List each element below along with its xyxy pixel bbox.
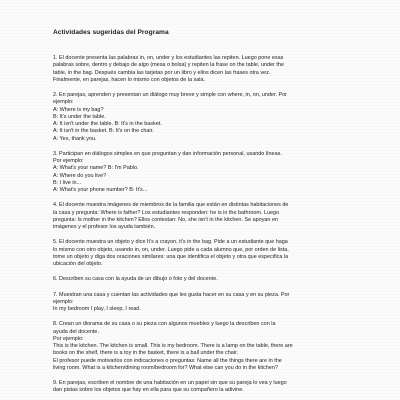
activity-line: A: What's your name? B: I'm Pablo.: [53, 165, 139, 172]
activity-item: [53, 239, 375, 268]
document-title: Actividades sugeridas del Programa: [53, 29, 169, 36]
activity-line: pregunta: Is mother in the kitchen? Ellos contestan: No, she isn't in the kitchen. Se apoyan en: [53, 216, 279, 223]
activity-line: A: It isn't under the table. B: It's in the basket.: [53, 121, 162, 127]
activity-line: A: Yes, thank you.: [53, 135, 97, 142]
activity-line: Por ejemplo:: [53, 158, 84, 164]
activity-line: A: Where is my bag?: [53, 106, 104, 113]
activity-line: palabras sobre, dentro y debajo de algo (mesa o bolsa) y repiten la frase on the table, under the: [53, 62, 284, 69]
activity-line: dan pistas sobre los objetos que hay en ella para que su compañero la adivine.: [53, 387, 244, 394]
activity-item: [53, 55, 375, 84]
activity-line: 2. En parejas, aprenden y presentan un diálogo muy breve y simple con where, in, on, under. Por: [53, 92, 287, 98]
activity-line: 9. En parejas, escriben el nombre de una habitación en un papel sin que su pareja lo vea y luego: [53, 380, 287, 386]
activity-line: In my bedroom I play, I sleep, I read.: [53, 306, 141, 312]
activity-line: 6. Describen su casa con la ayuda de un dibujo o foto y del docente.: [53, 276, 218, 283]
document-body: [53, 55, 375, 400]
activity-line: Finalmente, en parejas, hacen lo mismo con objetos de la sala.: [53, 76, 206, 83]
activity-line: lo mismo con otro objeto, usando in, on, under. Luego pide a cada alumno que, por orden de lista,: [53, 246, 289, 253]
activity-line: ejemplo:: [53, 298, 74, 305]
activity-line: table, in the bag. Después cambia las tarjetas por un libro y ellos dicen las frases otra vez.: [53, 69, 271, 76]
activity-item: [53, 151, 375, 195]
activity-line: 5. El docente muestra un objeto y dice It's a crayon, it's in the bag. Pide a un estudiante que haga: [53, 239, 288, 246]
activity-line: tome un objeto y diga dos oraciones similares: una que identifica el objeto y otra que especifica la: [53, 253, 289, 260]
activity-line: books on the shelf, there is a toy in the basket, there is a ball under the chair.: [53, 350, 238, 357]
activity-line: A: Where do you live?: [53, 172, 107, 179]
activity-item: [53, 92, 375, 143]
activity-line: ayuda del docente.: [53, 328, 99, 335]
activity-line: 8. Crean un diorama de su casa o su pieza con algunos muebles y luego la describen con la: [53, 321, 276, 328]
activity-item: [53, 380, 375, 395]
activity-item: [53, 292, 375, 314]
activity-item: [53, 276, 375, 283]
activity-line: ejemplo:: [53, 99, 74, 106]
activity-line: A: What's your phone number? B: It's...: [53, 187, 148, 193]
activity-line: El profesor puede motivarlos con indicaciones o preguntas: Name all the things there are in the: [53, 357, 282, 364]
activity-item: [53, 202, 375, 231]
activity-line: living room. What is a kitchen/dining room/bedroom for? What else can you do in the kitchen?: [53, 364, 278, 371]
activity-line: 3. Participan en diálogos simples en que preguntan y dan información personal, usando líneas.: [53, 150, 282, 157]
activity-line: ubicación del objeto.: [53, 261, 103, 267]
activity-line: Por ejemplo:: [53, 335, 84, 342]
activity-item: [53, 321, 375, 372]
activity-line: A: It isn't in the basket. B: It's on the chair.: [53, 128, 154, 135]
activity-line: B: It's under the table.: [53, 113, 106, 120]
activity-line: 4. El docente muestra imágenes de miembros de la familia que están en distintas habitaciones de: [53, 202, 289, 209]
activity-line: la casa y pregunta: Where is father? Los estudiantes responden: he is in the bathroom. Luego: [53, 209, 280, 216]
activity-line: imágenes y el profesor los ayuda también.: [53, 224, 156, 230]
activity-line: 7. Muestran una casa y cuentan las actividades que les gusta hacer en su casa y en su pieza. Por: [53, 291, 290, 298]
activity-line: B: I live in...: [53, 179, 82, 186]
activity-line: 1. El docente presenta las palabras in, on, under y los estudiantes las repiten. Luego pone esas: [53, 55, 284, 61]
activity-line: This is the kitchen. The kitchen is small. This is my bedroom. There is a lamp on the table, there are: [53, 343, 293, 349]
